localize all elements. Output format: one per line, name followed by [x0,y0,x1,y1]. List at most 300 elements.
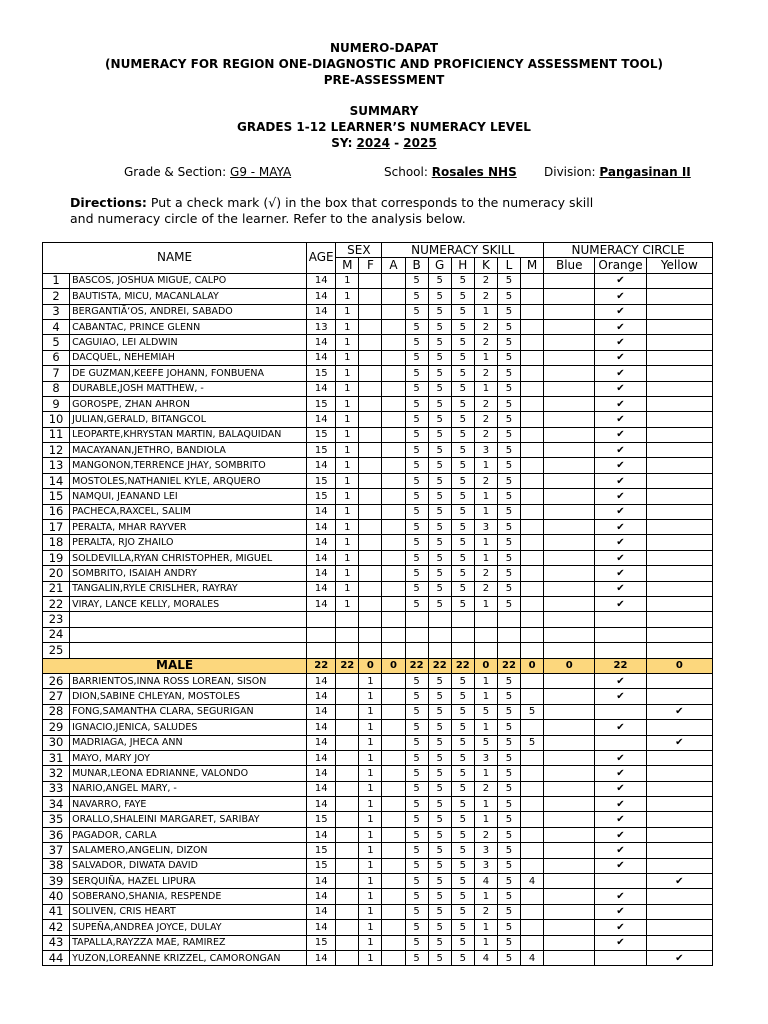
skill-l-cell: 5 [497,366,520,381]
skill-k-cell: 1 [474,673,497,688]
yellow-circle-cell: ✔ [646,950,712,965]
skill-l-cell: 5 [497,427,520,442]
age-cell: 14 [307,827,336,842]
age-cell: 14 [307,458,336,473]
skill-k-cell: 5 [474,735,497,750]
learner-row [43,335,713,350]
learner-row [43,735,713,750]
skill-k-cell: 1 [474,504,497,519]
age-cell: 14 [307,874,336,889]
skill-a-cell [382,827,405,842]
male-cell: 1 [336,489,359,504]
orange-circle-cell: ✔ [595,766,646,781]
skill-g-cell: 5 [428,396,451,411]
male-cell [336,812,359,827]
learner-row [43,520,713,535]
skill-g-cell: 5 [428,874,451,889]
skill-a-cell [382,689,405,704]
skill-m-cell [521,689,544,704]
learner-row [43,843,713,858]
learner-row [43,381,713,396]
skill-g-cell [428,643,451,658]
skill-k-cell: 5 [474,704,497,719]
age-cell: 14 [307,412,336,427]
skill-h-cell: 5 [451,781,474,796]
age-cell: 15 [307,935,336,950]
row-number: 36 [43,827,70,842]
blue-circle-cell [544,766,595,781]
skill-a-cell [382,427,405,442]
learner-name: DACQUEL, NEHEMIAH [70,350,307,365]
skill-b-cell: 5 [405,319,428,334]
yellow-circle-cell [646,673,712,688]
orange-circle-cell: ✔ [595,412,646,427]
skill-a-cell [382,750,405,765]
skill-b-cell: 5 [405,689,428,704]
skill-g-header: G [428,258,451,273]
learner-row [43,581,713,596]
skill-m-cell [521,381,544,396]
age-cell: 15 [307,489,336,504]
male-cell: 1 [336,427,359,442]
learner-row [43,704,713,719]
skill-k-cell: 2 [474,396,497,411]
division: Division: Pangasinan II [544,165,691,179]
skill-k-cell: 1 [474,935,497,950]
skill-l-cell: 5 [497,550,520,565]
female-cell: 0 [359,658,382,673]
orange-circle-cell: ✔ [595,366,646,381]
male-cell: 1 [336,304,359,319]
male-total-row [43,658,713,673]
yellow-circle-cell [646,596,712,611]
skill-k-cell: 3 [474,843,497,858]
skill-k-cell [474,643,497,658]
yellow-circle-cell [646,889,712,904]
learner-row [43,304,713,319]
skill-g-cell [428,627,451,642]
skill-h-cell: 5 [451,812,474,827]
skill-a-cell [382,350,405,365]
skill-m-cell [521,289,544,304]
skill-m-cell: 5 [521,704,544,719]
yellow-circle-cell [646,335,712,350]
male-cell: 1 [336,396,359,411]
skill-a-cell [382,766,405,781]
learner-row [43,612,713,627]
yellow-circle-cell [646,689,712,704]
learner-row [43,535,713,550]
learner-name: BASCOS, JOSHUA MIGUE, CALPO [70,273,307,288]
skill-b-cell: 5 [405,335,428,350]
row-number: 24 [43,627,70,642]
blue-circle-cell [544,920,595,935]
female-cell [359,396,382,411]
female-cell [359,304,382,319]
skill-h-cell: 5 [451,443,474,458]
yellow-circle-cell [646,427,712,442]
blue-circle-cell [544,843,595,858]
skill-g-cell: 5 [428,797,451,812]
row-number: 10 [43,412,70,427]
row-number: 13 [43,458,70,473]
age-cell: 14 [307,904,336,919]
male-cell: 1 [336,581,359,596]
skill-g-cell: 5 [428,550,451,565]
learner-row [43,566,713,581]
row-number: 29 [43,720,70,735]
age-cell: 14 [307,720,336,735]
age-cell: 14 [307,750,336,765]
learner-name: SOLIVEN, CRIS HEART [70,904,307,919]
blue-circle-cell [544,550,595,565]
skill-g-cell: 5 [428,950,451,965]
skill-a-cell [382,874,405,889]
skill-h-cell: 5 [451,750,474,765]
female-cell [359,566,382,581]
skill-g-cell: 5 [428,596,451,611]
skill-b-cell: 5 [405,289,428,304]
yellow-circle-cell [646,350,712,365]
skill-m-cell [521,581,544,596]
age-cell: 14 [307,535,336,550]
blue-circle-cell [544,335,595,350]
learner-row [43,920,713,935]
male-cell: 1 [336,366,359,381]
orange-circle-cell: ✔ [595,689,646,704]
orange-circle-cell: ✔ [595,720,646,735]
male-cell: 1 [336,381,359,396]
skill-k-cell: 3 [474,520,497,535]
skill-g-cell: 5 [428,520,451,535]
grades-heading: GRADES 1-12 LEARNER’S NUMERACY LEVEL [237,120,531,134]
blue-circle-cell [544,673,595,688]
skill-b-cell: 5 [405,904,428,919]
skill-l-cell: 5 [497,596,520,611]
skill-g-cell: 5 [428,889,451,904]
female-cell [359,550,382,565]
skill-m-cell [521,335,544,350]
skill-b-cell [405,627,428,642]
skill-b-cell: 5 [405,935,428,950]
skill-a-cell [382,566,405,581]
skill-b-cell: 5 [405,489,428,504]
skill-b-cell: 5 [405,566,428,581]
skill-m-cell [521,566,544,581]
skill-g-cell: 5 [428,735,451,750]
skill-l-cell: 5 [497,489,520,504]
skill-m-cell [521,412,544,427]
learner-name: PERALTA, RJO ZHAILO [70,535,307,550]
skill-l-cell: 5 [497,443,520,458]
female-cell: 1 [359,935,382,950]
orange-circle-cell: ✔ [595,304,646,319]
learner-name: NAMQUI, JEANAND LEI [70,489,307,504]
school: School: Rosales NHS [384,165,517,179]
row-number: 4 [43,319,70,334]
learner-name: MACAYANAN,JETHRO, BANDIOLA [70,443,307,458]
yellow-circle-cell [646,458,712,473]
yellow-circle-cell [646,750,712,765]
row-number: 41 [43,904,70,919]
row-number: 6 [43,350,70,365]
skill-l-cell: 5 [497,535,520,550]
skill-l-cell: 5 [497,412,520,427]
skill-b-cell: 5 [405,520,428,535]
row-number: 14 [43,473,70,488]
skill-a-cell [382,535,405,550]
skill-h-cell: 5 [451,596,474,611]
skill-h-header: H [451,258,474,273]
learner-row [43,273,713,288]
blue-circle-cell [544,750,595,765]
learner-name: NARIO,ANGEL MARY, - [70,781,307,796]
female-cell: 1 [359,843,382,858]
skill-k-cell: 2 [474,827,497,842]
skill-l-cell: 5 [497,689,520,704]
skill-h-cell: 5 [451,473,474,488]
learner-row [43,366,713,381]
skill-h-cell: 5 [451,335,474,350]
skill-k-cell: 1 [474,304,497,319]
skill-k-cell: 2 [474,335,497,350]
learner-row [43,550,713,565]
skill-m-cell: 4 [521,874,544,889]
learner-name: MUNAR,LEONA EDRIANNE, VALONDO [70,766,307,781]
male-cell [336,766,359,781]
age-cell: 14 [307,350,336,365]
row-number: 37 [43,843,70,858]
skill-g-cell: 5 [428,489,451,504]
skill-b-cell: 5 [405,720,428,735]
male-cell [336,935,359,950]
skill-a-cell [382,843,405,858]
female-cell [359,520,382,535]
male-col-header: M [336,258,359,273]
skill-k-cell: 1 [474,381,497,396]
yellow-circle-cell [646,581,712,596]
learner-name: SALAMERO,ANGELIN, DIZON [70,843,307,858]
skill-l-cell: 5 [497,289,520,304]
male-cell [336,750,359,765]
orange-circle-cell: ✔ [595,781,646,796]
skill-g-cell: 5 [428,273,451,288]
skill-l-cell: 5 [497,581,520,596]
skill-b-cell: 5 [405,735,428,750]
age-cell: 14 [307,566,336,581]
skill-b-cell: 5 [405,704,428,719]
orange-circle-cell [595,612,646,627]
skill-k-cell: 2 [474,366,497,381]
row-number: 32 [43,766,70,781]
learner-row [43,319,713,334]
female-cell [359,458,382,473]
learner-row [43,504,713,519]
female-cell [359,596,382,611]
doc-assessment-type: PRE-ASSESSMENT [323,73,445,87]
learner-name: IGNACIO,JENICA, SALUDES [70,720,307,735]
age-cell: 14 [307,550,336,565]
blue-circle-cell [544,797,595,812]
blue-circle-cell [544,581,595,596]
skill-b-cell: 5 [405,366,428,381]
skill-a-cell [382,781,405,796]
directions: Directions: Put a check mark (√) in the box that corresponds to the numeracy skill and numeracy circle of the learner. Refer to the analysis below. [70,195,594,226]
blue-circle-cell [544,612,595,627]
orange-circle-cell: ✔ [595,396,646,411]
doc-title: NUMERO-DAPAT [329,41,439,55]
skill-h-cell [451,612,474,627]
skill-b-cell: 5 [405,858,428,873]
age-cell: 15 [307,396,336,411]
female-cell [359,612,382,627]
skill-h-cell: 5 [451,535,474,550]
orange-circle-cell: ✔ [595,550,646,565]
age-cell: 14 [307,735,336,750]
blue-circle-cell [544,812,595,827]
orange-circle-cell: ✔ [595,889,646,904]
orange-circle-cell: ✔ [595,827,646,842]
doc-subtitle: (NUMERACY FOR REGION ONE-DIAGNOSTIC AND PROFICIENCY ASSESSMENT TOOL) [105,57,663,71]
male-cell: 1 [336,412,359,427]
skill-m-cell [521,627,544,642]
skill-m-cell [521,612,544,627]
skill-m-cell [521,643,544,658]
skill-g-cell: 5 [428,673,451,688]
age-cell: 14 [307,781,336,796]
orange-circle-cell: ✔ [595,535,646,550]
skill-a-cell [382,335,405,350]
skill-g-cell: 5 [428,381,451,396]
numeracy-circle-header: NUMERACY CIRCLE [544,243,713,258]
female-cell: 1 [359,950,382,965]
skill-g-cell: 5 [428,566,451,581]
yellow-circle-cell [646,304,712,319]
blue-circle-cell [544,304,595,319]
blue-circle-cell [544,319,595,334]
skill-m-cell [521,596,544,611]
blue-circle-cell [544,889,595,904]
skill-b-cell: 5 [405,596,428,611]
skill-g-cell: 5 [428,458,451,473]
male-cell [336,735,359,750]
male-cell [336,920,359,935]
female-cell: 1 [359,858,382,873]
age-cell: 14 [307,304,336,319]
age-cell: 15 [307,843,336,858]
skill-k-cell: 1 [474,689,497,704]
male-cell: 1 [336,473,359,488]
learner-row [43,458,713,473]
orange-circle-cell: ✔ [595,566,646,581]
blue-circle-cell [544,443,595,458]
orange-circle-cell: ✔ [595,458,646,473]
skill-g-cell: 5 [428,304,451,319]
skill-m-cell [521,827,544,842]
age-cell [307,627,336,642]
skill-l-cell: 5 [497,858,520,873]
skill-k-cell: 1 [474,920,497,935]
skill-l-cell: 5 [497,720,520,735]
age-cell: 14 [307,581,336,596]
row-number: 33 [43,781,70,796]
learner-name: JULIAN,GERALD, BITANGCOL [70,412,307,427]
skill-m-cell [521,427,544,442]
skill-m-cell [521,550,544,565]
blue-circle-cell [544,289,595,304]
skill-k-cell [474,627,497,642]
skill-l-cell: 5 [497,874,520,889]
skill-a-cell [382,797,405,812]
row-number: 39 [43,874,70,889]
skill-b-cell: 5 [405,950,428,965]
skill-h-cell: 5 [451,843,474,858]
skill-b-cell: 5 [405,827,428,842]
skill-h-cell: 5 [451,396,474,411]
skill-h-cell: 5 [451,904,474,919]
skill-m-cell [521,504,544,519]
yellow-circle-cell [646,473,712,488]
row-number: 5 [43,335,70,350]
learner-name [70,612,307,627]
learner-name: SOMBRITO, ISAIAH ANDRY [70,566,307,581]
skill-g-cell [428,612,451,627]
age-cell: 14 [307,889,336,904]
male-cell [336,627,359,642]
row-number: 23 [43,612,70,627]
skill-b-cell: 22 [405,658,428,673]
skill-a-cell [382,673,405,688]
skill-l-cell [497,612,520,627]
male-cell [336,843,359,858]
row-number: 19 [43,550,70,565]
skill-g-cell: 5 [428,689,451,704]
female-cell [359,443,382,458]
female-cell [359,504,382,519]
age-cell: 14 [307,289,336,304]
skill-a-cell [382,920,405,935]
row-number: 43 [43,935,70,950]
blue-circle-cell [544,458,595,473]
skill-m-cell [521,750,544,765]
blue-circle-cell [544,273,595,288]
skill-m-cell: 5 [521,735,544,750]
learner-name: DE GUZMAN,KEEFE JOHANN, FONBUENA [70,366,307,381]
blue-circle-cell [544,643,595,658]
age-cell: 14 [307,335,336,350]
learner-name: MAYO, MARY JOY [70,750,307,765]
skill-l-cell: 5 [497,319,520,334]
learner-row [43,874,713,889]
male-cell [336,904,359,919]
skill-k-cell: 1 [474,489,497,504]
male-cell [336,673,359,688]
skill-m-cell [521,673,544,688]
age-cell: 14 [307,520,336,535]
learner-row [43,950,713,965]
skill-b-cell: 5 [405,504,428,519]
circle-blue-header: Blue [544,258,595,273]
skill-h-cell: 5 [451,427,474,442]
age-cell [307,612,336,627]
skill-l-cell: 5 [497,827,520,842]
age-cell: 14 [307,689,336,704]
learner-row [43,935,713,950]
skill-g-cell: 5 [428,935,451,950]
skill-g-cell: 5 [428,350,451,365]
skill-l-cell: 5 [497,566,520,581]
row-number: 30 [43,735,70,750]
